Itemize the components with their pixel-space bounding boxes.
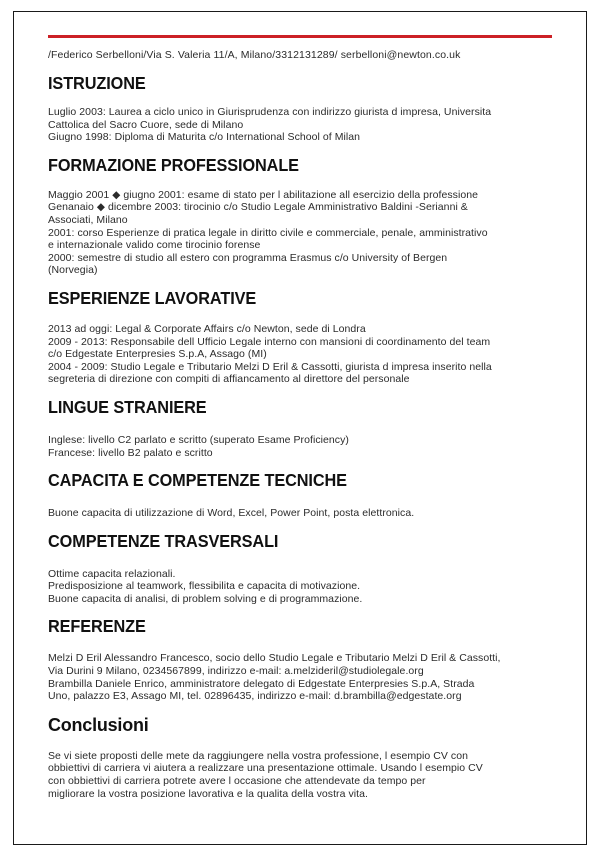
section-heading-lingue-straniere: LINGUE STRANIERE	[48, 396, 207, 417]
cv-page	[13, 11, 587, 845]
section-heading-conclusioni: Conclusioni	[48, 713, 149, 735]
text-line: Uno, palazzo E3, Assago MI, tel. 02896435, indirizzo e-mail: d.brambilla@edgestate.org	[48, 690, 462, 703]
text-line: Inglese: livello C2 parlato e scritto (superato Esame Proficiency)	[48, 433, 349, 446]
text-line: Cattolica del Sacro Cuore, sede di Milano	[48, 118, 244, 131]
section-body-conclusioni	[48, 750, 552, 800]
section-body-istruzione	[48, 106, 552, 144]
section-heading-formazione-professionale: FORMAZIONE PROFESSIONALE	[48, 154, 299, 175]
text-line: 2013 ad oggi: Legal & Corporate Affairs c/o Newton, sede di Londra	[48, 322, 366, 335]
section-heading-competenze-trasversali: COMPETENZE TRASVERSALI	[48, 530, 279, 551]
section-body-competenze-trasversali	[48, 568, 552, 606]
text-line: Associati, Milano	[48, 213, 128, 226]
text-line: 2009 - 2013: Responsabile dell Ufficio Legale interno con mansioni di coordinamento del team	[48, 335, 491, 348]
text-line: obbiettivi di carriera vi aiutera a realizzare una presentazione ottimale. Usando l esempio CV	[48, 762, 483, 775]
text-line: segreteria di direzione con compiti di affiancamento al direttore del personale	[48, 373, 410, 386]
text-line: Ottime capacita relazionali.	[48, 567, 176, 580]
text-line: Se vi siete proposti delle mete da raggiungere nella vostra professione, l esempio CV con	[48, 749, 469, 762]
text-line: 2000: semestre di studio all estero con programma Erasmus c/o University of Bergen	[48, 251, 448, 264]
cv-content	[14, 35, 586, 845]
text-line: Buone capacita di analisi, di problem solving e di programmazione.	[48, 592, 363, 605]
text-line: Via Durini 9 Milano, 0234567899, indirizzo e-mail: a.melzideril@studiolegale.org	[48, 665, 424, 678]
section-heading-referenze: REFERENZE	[48, 616, 146, 637]
text-line: Brambilla Daniele Enrico, amministratore delegato di Edgestate Enterpresies S.p.A, Strada	[48, 677, 475, 690]
text-line: Maggio 2001 ◆ giugno 2001: esame di stato per l abilitazione all esercizio della professione	[48, 188, 479, 201]
text-line: e internazionale valido come tirocinio forense	[48, 239, 261, 252]
section-body-lingue-straniere	[48, 434, 552, 459]
text-line: (Norvegia)	[48, 264, 98, 277]
text-line: 2001: corso Esperienze di pratica legale in diritto civile e commerciale, penale, amministrativo	[48, 226, 488, 239]
section-heading-istruzione: ISTRUZIONE	[48, 73, 146, 93]
text-line: Luglio 2003: Laurea a ciclo unico in Giurisprudenza con indirizzo giurista d impresa, Universita	[48, 106, 492, 118]
text-line: Buone capacita di utilizzazione di Word, Excel, Power Point, posta elettronica.	[48, 507, 415, 520]
text-line: 2004 - 2009: Studio Legale e Tributario Melzi D Eril & Cassotti, giurista d impresa inserito nella	[48, 360, 492, 373]
text-line: Giugno 1998: Diploma di Maturita c/o International School of Milan	[48, 131, 361, 144]
section-body-formazione-professionale	[48, 189, 552, 277]
text-line: migliorare la vostra posizione lavorativa e la qualita della vostra vita.	[48, 787, 368, 800]
text-line: Genanaio ◆ dicembre 2003: tirocinio c/o Studio Legale Amministrativo Baldini -Serianni &	[48, 201, 468, 214]
text-line: Francese: livello B2 palato e scritto	[48, 446, 213, 459]
text-line: con obbiettivi di carriera potrete avere l occasione che attendevate da tempo per	[48, 775, 426, 788]
accent-rule-divider	[48, 35, 552, 38]
text-line: Melzi D Eril Alessandro Francesco, socio dello Studio Legale e Tributario Melzi D Eril & Cassotti,	[48, 652, 501, 665]
text-line: c/o Edgestate Enterpresies S.p.A, Assago (MI)	[48, 348, 267, 361]
section-body-referenze	[48, 652, 552, 702]
section-body-capacita-competenze-tecniche	[48, 507, 552, 520]
contact-header-line: /Federico Serbelloni/Via S. Valeria 11/A, Milano/3312131289/ serbelloni@newton.co.uk	[48, 49, 461, 61]
section-heading-capacita-competenze-tecniche: CAPACITA E COMPETENZE TECNICHE	[48, 470, 347, 491]
section-body-esperienze-lavorative	[48, 323, 552, 386]
text-line: Predisposizione al teamwork, flessibilita e capacita di motivazione.	[48, 580, 361, 593]
section-heading-esperienze-lavorative: ESPERIENZE LAVORATIVE	[48, 287, 257, 308]
